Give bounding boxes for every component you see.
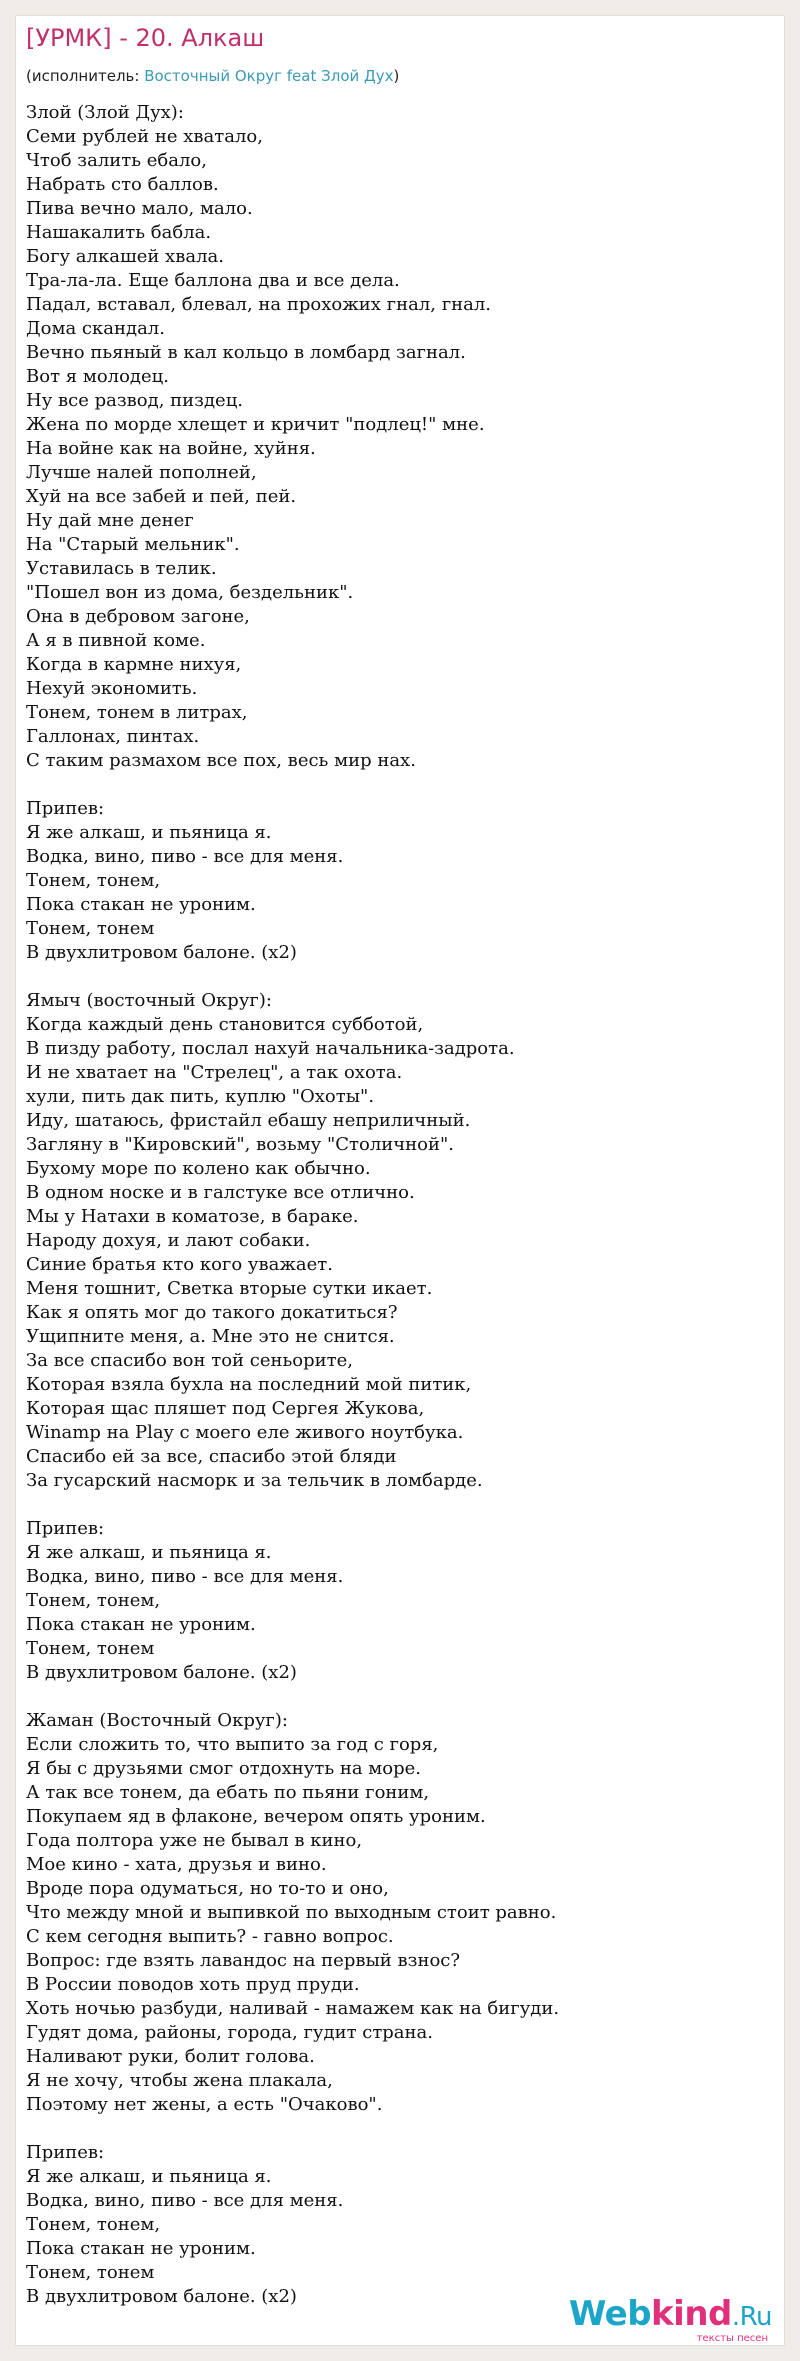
logo-subtitle: тексты песен — [696, 2333, 768, 2344]
lyric-line: Как я опять мог до такого докатиться? — [26, 1302, 398, 1323]
lyric-line: Тонем, тонем, — [26, 870, 161, 891]
lyric-line: Меня тошнит, Светка вторые сутки икает. — [26, 1278, 433, 1299]
lyric-line: Синие братья кто кого уважает. — [26, 1254, 333, 1275]
lyric-line: Которая взяла бухла на последний мой питик, — [26, 1374, 472, 1395]
lyric-line: Вечно пьяный в кал кольцо в ломбард загнал. — [26, 342, 466, 363]
lyric-line: Семи рублей не хватало, — [26, 126, 263, 147]
lyric-line: В одном носке и в галстуке все отлично. — [26, 1182, 415, 1203]
lyric-line: В России поводов хоть пруд пруди. — [26, 1974, 360, 1995]
lyric-line: Спасибо ей за все, спасибо этой бляди — [26, 1446, 397, 1467]
logo-wordmark — [569, 2296, 772, 2335]
lyric-line: Жаман (Восточный Округ): — [26, 1710, 288, 1731]
lyric-line: Если сложить то, что выпито за год с горя, — [26, 1734, 439, 1755]
lyric-line: Уставилась в телик. — [26, 558, 217, 579]
lyric-line: Пива вечно мало, мало. — [26, 198, 253, 219]
lyric-line: Припев: — [26, 1518, 105, 1539]
lyric-line: Нашакалить бабла. — [26, 222, 212, 243]
lyric-line: За гусарский насморк и за тельчик в ломбарде. — [26, 1470, 483, 1491]
stanza-gap — [26, 2117, 766, 2141]
logo-kind: kind — [651, 2294, 732, 2334]
lyric-line: Тонем, тонем, — [26, 1590, 161, 1611]
lyric-line: Припев: — [26, 798, 105, 819]
lyric-line: Я же алкаш, и пьяница я. — [26, 822, 272, 843]
lyric-line: Вопрос: где взять лавандос на первый взнос? — [26, 1950, 461, 1971]
lyric-line: Злой (Злой Дух): — [26, 102, 184, 123]
lyric-line: Чтоб залить ебало, — [26, 150, 207, 171]
lyric-line: Жена по морде хлещет и кричит "подлец!" мне. — [26, 414, 485, 435]
lyric-line: Гудят дома, районы, города, гудит страна. — [26, 2022, 433, 2043]
logo-tld: .Ru — [731, 2302, 772, 2332]
lyric-line: Я же алкаш, и пьяница я. — [26, 1542, 272, 1563]
lyric-line: Когда в кармне нихуя, — [26, 654, 242, 675]
lyric-line: А так все тонем, да ебать по пьяни гоним, — [26, 1782, 430, 1803]
lyric-line: Она в дебровом загоне, — [26, 606, 250, 627]
lyric-line: Пока стакан не уроним. — [26, 894, 256, 915]
performer-prefix: (исполнитель: — [26, 67, 145, 85]
lyric-line: А я в пивной коме. — [26, 630, 206, 651]
lyrics-text — [26, 101, 766, 2309]
lyric-line: Что между мной и выпивкой по выходным стоит равно. — [26, 1902, 557, 1923]
lyric-line: Мое кино - хата, друзья и вино. — [26, 1854, 327, 1875]
page-title: [УРМК] - 20. Алкаш — [26, 24, 265, 52]
lyric-line: И не хватает на "Стрелец", а так охота. — [26, 1062, 403, 1083]
logo-web: Web — [568, 2294, 652, 2334]
lyric-line: хули, пить дак пить, куплю "Охоты". — [26, 1086, 375, 1107]
lyric-line: Бухому море по колено как обычно. — [26, 1158, 371, 1179]
lyric-line: Тонем, тонем, — [26, 2214, 161, 2235]
lyric-line: Тонем, тонем в литрах, — [26, 702, 248, 723]
lyric-line: В пизду работу, послал нахуй начальника-задрота. — [26, 1038, 515, 1059]
lyric-line: Года полтора уже не бывал в кино, — [26, 1830, 363, 1851]
lyric-line: Богу алкашей хвала. — [26, 246, 224, 267]
lyric-line: Тонем, тонем — [26, 2262, 155, 2283]
lyric-line: Тра-ла-ла. Еще баллона два и все дела. — [26, 270, 400, 291]
lyric-line: С кем сегодня выпить? - гавно вопрос. — [26, 1926, 394, 1947]
performer-line — [26, 66, 399, 86]
lyric-line: Ямыч (восточный Округ): — [26, 990, 272, 1011]
lyric-line: "Пошел вон из дома, бездельник". — [26, 582, 354, 603]
lyric-line: Наливают руки, болит голова. — [26, 2046, 315, 2067]
lyric-line: Покупаем яд в флаконе, вечером опять уроним. — [26, 1806, 486, 1827]
lyric-line: Вроде пора одуматься, но то-то и оно, — [26, 1878, 389, 1899]
lyric-line: Ну дай мне денег — [26, 510, 194, 531]
lyric-line: Иду, шатаюсь, фристайл ебашу неприличный. — [26, 1110, 471, 1131]
lyric-line: Галлонах, пинтах. — [26, 726, 200, 747]
lyric-line: В двухлитровом балоне. (х2) — [26, 2286, 297, 2307]
lyric-line: Я не хочу, чтобы жена плакала, — [26, 2070, 333, 2091]
lyric-line: Лучше налей пополней, — [26, 462, 257, 483]
lyric-line: Водка, вино, пиво - все для меня. — [26, 1566, 344, 1587]
lyric-line: Когда каждый день становится субботой, — [26, 1014, 424, 1035]
lyric-line: Winamp на Play с моего еле живого ноутбука. — [26, 1422, 464, 1443]
lyric-line: Водка, вино, пиво - все для меня. — [26, 846, 344, 867]
lyric-line: Пока стакан не уроним. — [26, 1614, 256, 1635]
lyric-line: С таким размахом все пох, весь мир нах. — [26, 750, 416, 771]
lyric-line: Ну все развод, пиздец. — [26, 390, 244, 411]
lyric-line: Водка, вино, пиво - все для меня. — [26, 2190, 344, 2211]
lyric-line: Нехуй экономить. — [26, 678, 198, 699]
lyric-line: Тонем, тонем — [26, 1638, 155, 1659]
lyric-line: Я же алкаш, и пьяница я. — [26, 2166, 272, 2187]
lyric-line: Загляну в "Кировский", возьму "Столичной". — [26, 1134, 454, 1155]
stanza-gap — [26, 773, 766, 797]
lyric-line: Вот я молодец. — [26, 366, 169, 387]
lyric-line: Которая щас пляшет под Сергея Жукова, — [26, 1398, 425, 1419]
lyric-line: В двухлитровом балоне. (х2) — [26, 1662, 297, 1683]
performer-suffix: ) — [393, 67, 400, 85]
lyric-line: Поэтому нет жены, а есть "Очаково". — [26, 2094, 383, 2115]
lyric-line: Пока стакан не уроним. — [26, 2238, 256, 2259]
lyric-line: Припев: — [26, 2142, 105, 2163]
lyric-line: Мы у Натахи в коматозе, в бараке. — [26, 1206, 359, 1227]
lyric-line: Набрать сто баллов. — [26, 174, 219, 195]
lyric-line: Хоть ночью разбуди, наливай - намажем как на бигуди. — [26, 1998, 560, 2019]
lyric-line: Народу дохуя, и лают собаки. — [26, 1230, 311, 1251]
lyric-line: Дома скандал. — [26, 318, 165, 339]
lyric-line: Тонем, тонем — [26, 918, 155, 939]
webkind-logo[interactable] — [569, 2296, 772, 2345]
lyric-line: На "Старый мельник". — [26, 534, 240, 555]
stanza-gap — [26, 1685, 766, 1709]
lyric-line: За все спасибо вон той сеньорите, — [26, 1350, 353, 1371]
lyric-line: Падал, вставал, блевал, на прохожих гнал, гнал. — [26, 294, 492, 315]
lyric-line: Я бы с друзьями смог отдохнуть на море. — [26, 1758, 422, 1779]
stanza-gap — [26, 1493, 766, 1517]
lyric-line: В двухлитровом балоне. (х2) — [26, 942, 297, 963]
lyric-line: Хуй на все забей и пей, пей. — [26, 486, 297, 507]
stanza-gap — [26, 965, 766, 989]
performer-link[interactable]: Восточный Округ feat Злой Дух — [144, 67, 394, 85]
lyric-line: Ущипните меня, а. Мне это не снится. — [26, 1326, 395, 1347]
lyric-line: На войне как на войне, хуйня. — [26, 438, 316, 459]
